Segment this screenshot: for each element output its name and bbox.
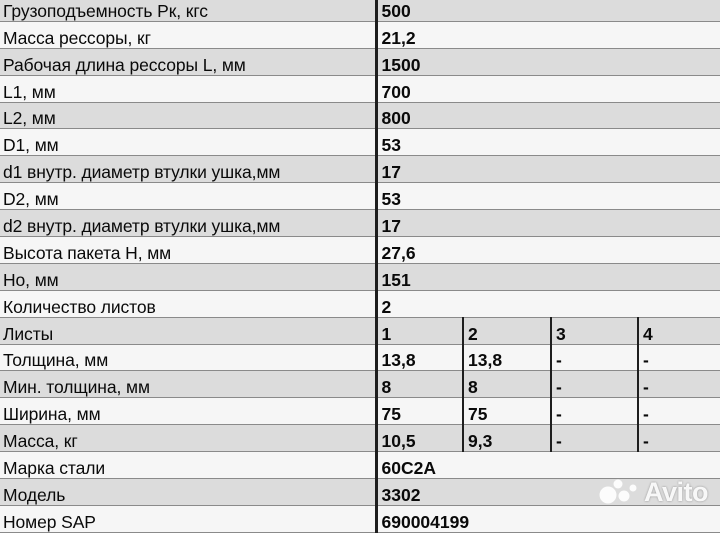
spec-label: Грузоподъемность Pк, кгс [0,0,376,21]
spec-label: Модель [0,479,376,506]
spec-label: Мин. толщина, мм [0,371,376,398]
spec-sheet-value: 3 [551,317,638,344]
spec-row [0,75,720,102]
spec-row [0,48,720,75]
spec-value: 27,6 [376,237,720,264]
spec-value: 1500 [376,48,720,75]
spec-label: Номер SAP [0,505,376,532]
spec-sheet-value: 8 [463,371,551,398]
spec-value: 53 [376,183,720,210]
spec-label: Листы [0,317,376,344]
spec-row [0,505,720,532]
spec-sheet-value: 1 [376,317,463,344]
spec-label: D2, мм [0,183,376,210]
spec-sheet-value: 13,8 [376,344,463,371]
spec-row [0,263,720,290]
spec-sheet-value: 2 [463,317,551,344]
spec-row [0,317,720,344]
spec-row [0,371,720,398]
spec-row [0,344,720,371]
spec-row [0,21,720,48]
spec-label: d1 внутр. диаметр втулки ушка,мм [0,156,376,183]
spec-row [0,290,720,317]
spec-sheet-value: - [551,425,638,452]
spec-value: 17 [376,156,720,183]
spec-label: L1, мм [0,75,376,102]
avito-logo-icon [598,478,640,508]
spec-value: 690004199 [376,505,720,532]
spec-sheet-value: 8 [376,371,463,398]
spec-sheet-value: 9,3 [463,425,551,452]
spec-value: 3302 [376,479,720,506]
spec-value: 500 [376,0,720,21]
spec-label: L2, мм [0,102,376,129]
avito-watermark-text: Avito [644,477,708,507]
spec-label: Количество листов [0,290,376,317]
spec-label: Толщина, мм [0,344,376,371]
spec-sheet-value: 13,8 [463,344,551,371]
spec-row [0,452,720,479]
spec-label: Марка стали [0,452,376,479]
spec-row [0,156,720,183]
spec-row [0,183,720,210]
spec-sheet-value: - [638,398,720,425]
spec-value: 800 [376,102,720,129]
spec-label: D1, мм [0,129,376,156]
spec-label: d2 внутр. диаметр втулки ушка,мм [0,210,376,237]
spec-value: 53 [376,129,720,156]
spec-sheet-value: - [551,344,638,371]
spec-sheet-value: 75 [463,398,551,425]
spec-value: 17 [376,210,720,237]
spec-value: 2 [376,290,720,317]
spec-label: Ширина, мм [0,398,376,425]
spec-sheet-value: - [638,371,720,398]
spec-label: Масса рессоры, кг [0,21,376,48]
spec-value: 60С2А [376,452,720,479]
spec-sheet-value: - [551,371,638,398]
spec-row [0,425,720,452]
spec-value: 21,2 [376,21,720,48]
spec-sheet-value: 75 [376,398,463,425]
spec-sheet-value: - [638,344,720,371]
spec-label: Рабочая длина рессоры L, мм [0,48,376,75]
spec-label: Масса, кг [0,425,376,452]
spec-row [0,102,720,129]
spec-value: 151 [376,263,720,290]
spec-sheet-value: - [638,425,720,452]
spec-label: Ho, мм [0,263,376,290]
spec-row [0,0,720,21]
spec-row [0,129,720,156]
spec-value: 700 [376,75,720,102]
spec-sheet-value: 4 [638,317,720,344]
spec-row [0,237,720,264]
avito-watermark [598,477,708,508]
spec-label: Высота пакета H, мм [0,237,376,264]
spec-sheet-value: 10,5 [376,425,463,452]
spec-row [0,210,720,237]
spec-sheet-value: - [551,398,638,425]
spec-row [0,398,720,425]
